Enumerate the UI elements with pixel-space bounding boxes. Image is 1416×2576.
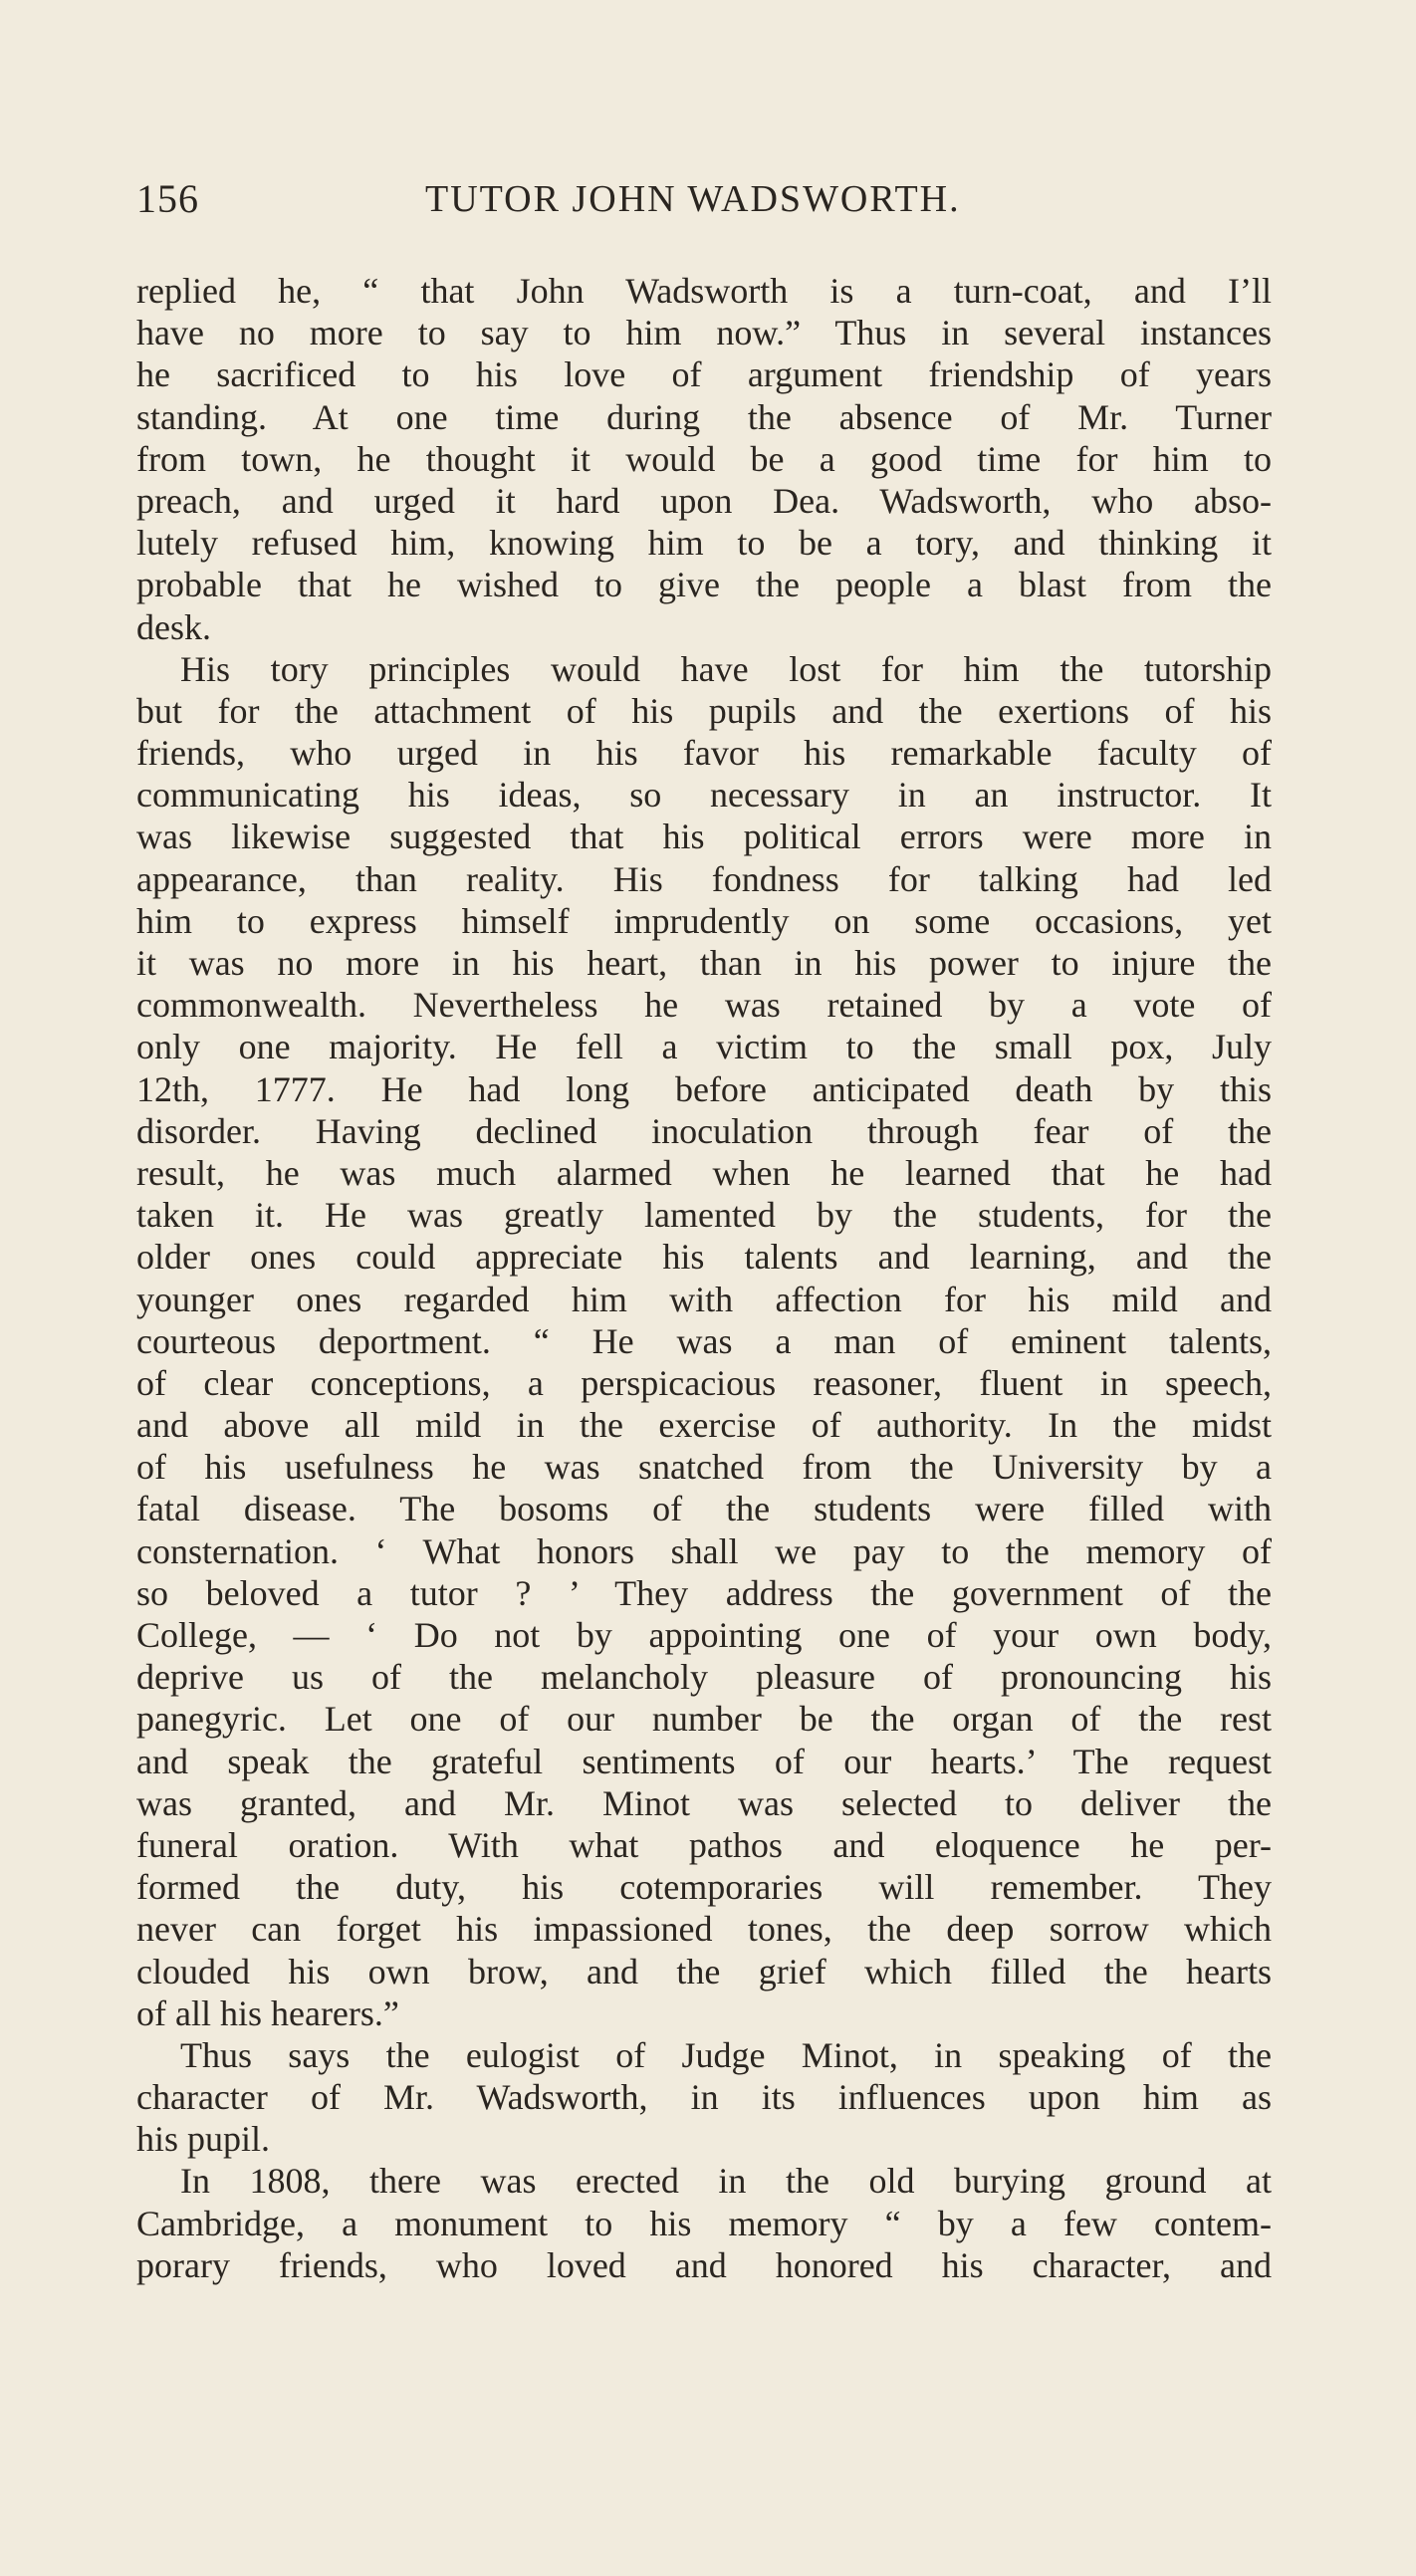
text-line: him to express himself imprudently on some occasions, yet [136,900,1272,941]
text-line: clouded his own brow, and the grief which filled the hearts [136,1951,1272,1991]
text-line: only one majority. He fell a victim to the small pox, July [136,1027,1272,1067]
text-line: so beloved a tutor ? ’ They address the government of the [136,1572,1272,1613]
text-line: College, — ‘ Do not by appointing one of your own body, [136,1615,1272,1655]
text-line: was likewise suggested that his political errors were more in [136,817,1272,857]
text-line: of his usefulness he was snatched from the University by a [136,1447,1272,1488]
text-line: His tory principles would have lost for him the tutorship [180,648,1272,689]
text-line: replied he, “ that John Wadsworth is a turn-coat, and I’ll [136,271,1272,311]
text-line: formed the duty, his cotemporaries will remember. They [136,1867,1272,1908]
text-line: lutely refused him, knowing him to be a tory, and thinking it [136,523,1272,564]
text-line: commonwealth. Nevertheless he was retained by a vote of [136,985,1272,1026]
text-line: fatal disease. The bosoms of the students were filled with [136,1489,1272,1529]
text-line: disorder. Having declined inoculation through fear of the [136,1110,1272,1151]
text-line: of clear conceptions, a perspicacious reasoner, fluent in speech, [136,1362,1272,1403]
text-line: his pupil. [136,2119,271,2160]
text-line: never can forget his impassioned tones, the deep sorrow which [136,1909,1272,1950]
text-line: Thus says the eulogist of Judge Minot, in speaking of the [180,2034,1272,2075]
text-line: older ones could appreciate his talents and learning, and the [136,1237,1272,1278]
text-line: Cambridge, a monument to his memory “ by a few contem- [136,2203,1272,2243]
running-head: TUTOR JOHN WADSWORTH. [425,178,961,220]
text-line: it was no more in his heart, than in his power to injure the [136,943,1272,983]
text-line: consternation. ‘ What honors shall we pay to the memory of [136,1530,1272,1571]
text-line: 12th, 1777. He had long before anticipated death by this [136,1068,1272,1109]
text-line: friends, who urged in his favor his remarkable faculty of [136,733,1272,774]
text-line: desk. [136,606,211,647]
text-line: panegyric. Let one of our number be the organ of the rest [136,1699,1272,1740]
text-line: and above all mild in the exercise of authority. In the midst [136,1405,1272,1446]
text-line: and speak the grateful sentiments of our hearts.’ The request [136,1741,1272,1781]
text-line: younger ones regarded him with affection for his mild and [136,1279,1272,1319]
text-line: communicating his ideas, so necessary in an instructor. It [136,775,1272,816]
text-line: probable that he wished to give the people a blast from the [136,565,1272,605]
text-line: courteous deportment. “ He was a man of eminent talents, [136,1320,1272,1361]
text-line: deprive us of the melancholy pleasure of pronouncing his [136,1657,1272,1698]
text-line: but for the attachment of his pupils and the exertions of his [136,690,1272,731]
text-line: standing. At one time during the absence of Mr. Turner [136,396,1272,437]
page-header [136,175,1272,231]
text-line: result, he was much alarmed when he learned that he had [136,1152,1272,1193]
text-line: taken it. He was greatly lamented by the students, for the [136,1195,1272,1236]
text-line: porary friends, who loved and honored his character, and [136,2244,1272,2285]
text-line: was granted, and Mr. Minot was selected to deliver the [136,1782,1272,1823]
text-line: character of Mr. Wadsworth, in its influences upon him as [136,2077,1272,2118]
text-line: of all his hearers.” [136,1992,399,2033]
text-line: appearance, than reality. His fondness for talking had led [136,858,1272,899]
text-line: have no more to say to him now.” Thus in several instances [136,313,1272,353]
text-line: from town, he thought it would be a good time for him to [136,438,1272,479]
text-line: preach, and urged it hard upon Dea. Wadsworth, who abso- [136,480,1272,521]
text-line: funeral oration. With what pathos and eloquence he per- [136,1824,1272,1865]
body-text [136,270,1272,2286]
text-line: In 1808, there was erected in the old burying ground at [180,2161,1272,2202]
page-number: 156 [136,176,199,221]
text-line: he sacrificed to his love of argument friendship of years [136,354,1272,395]
